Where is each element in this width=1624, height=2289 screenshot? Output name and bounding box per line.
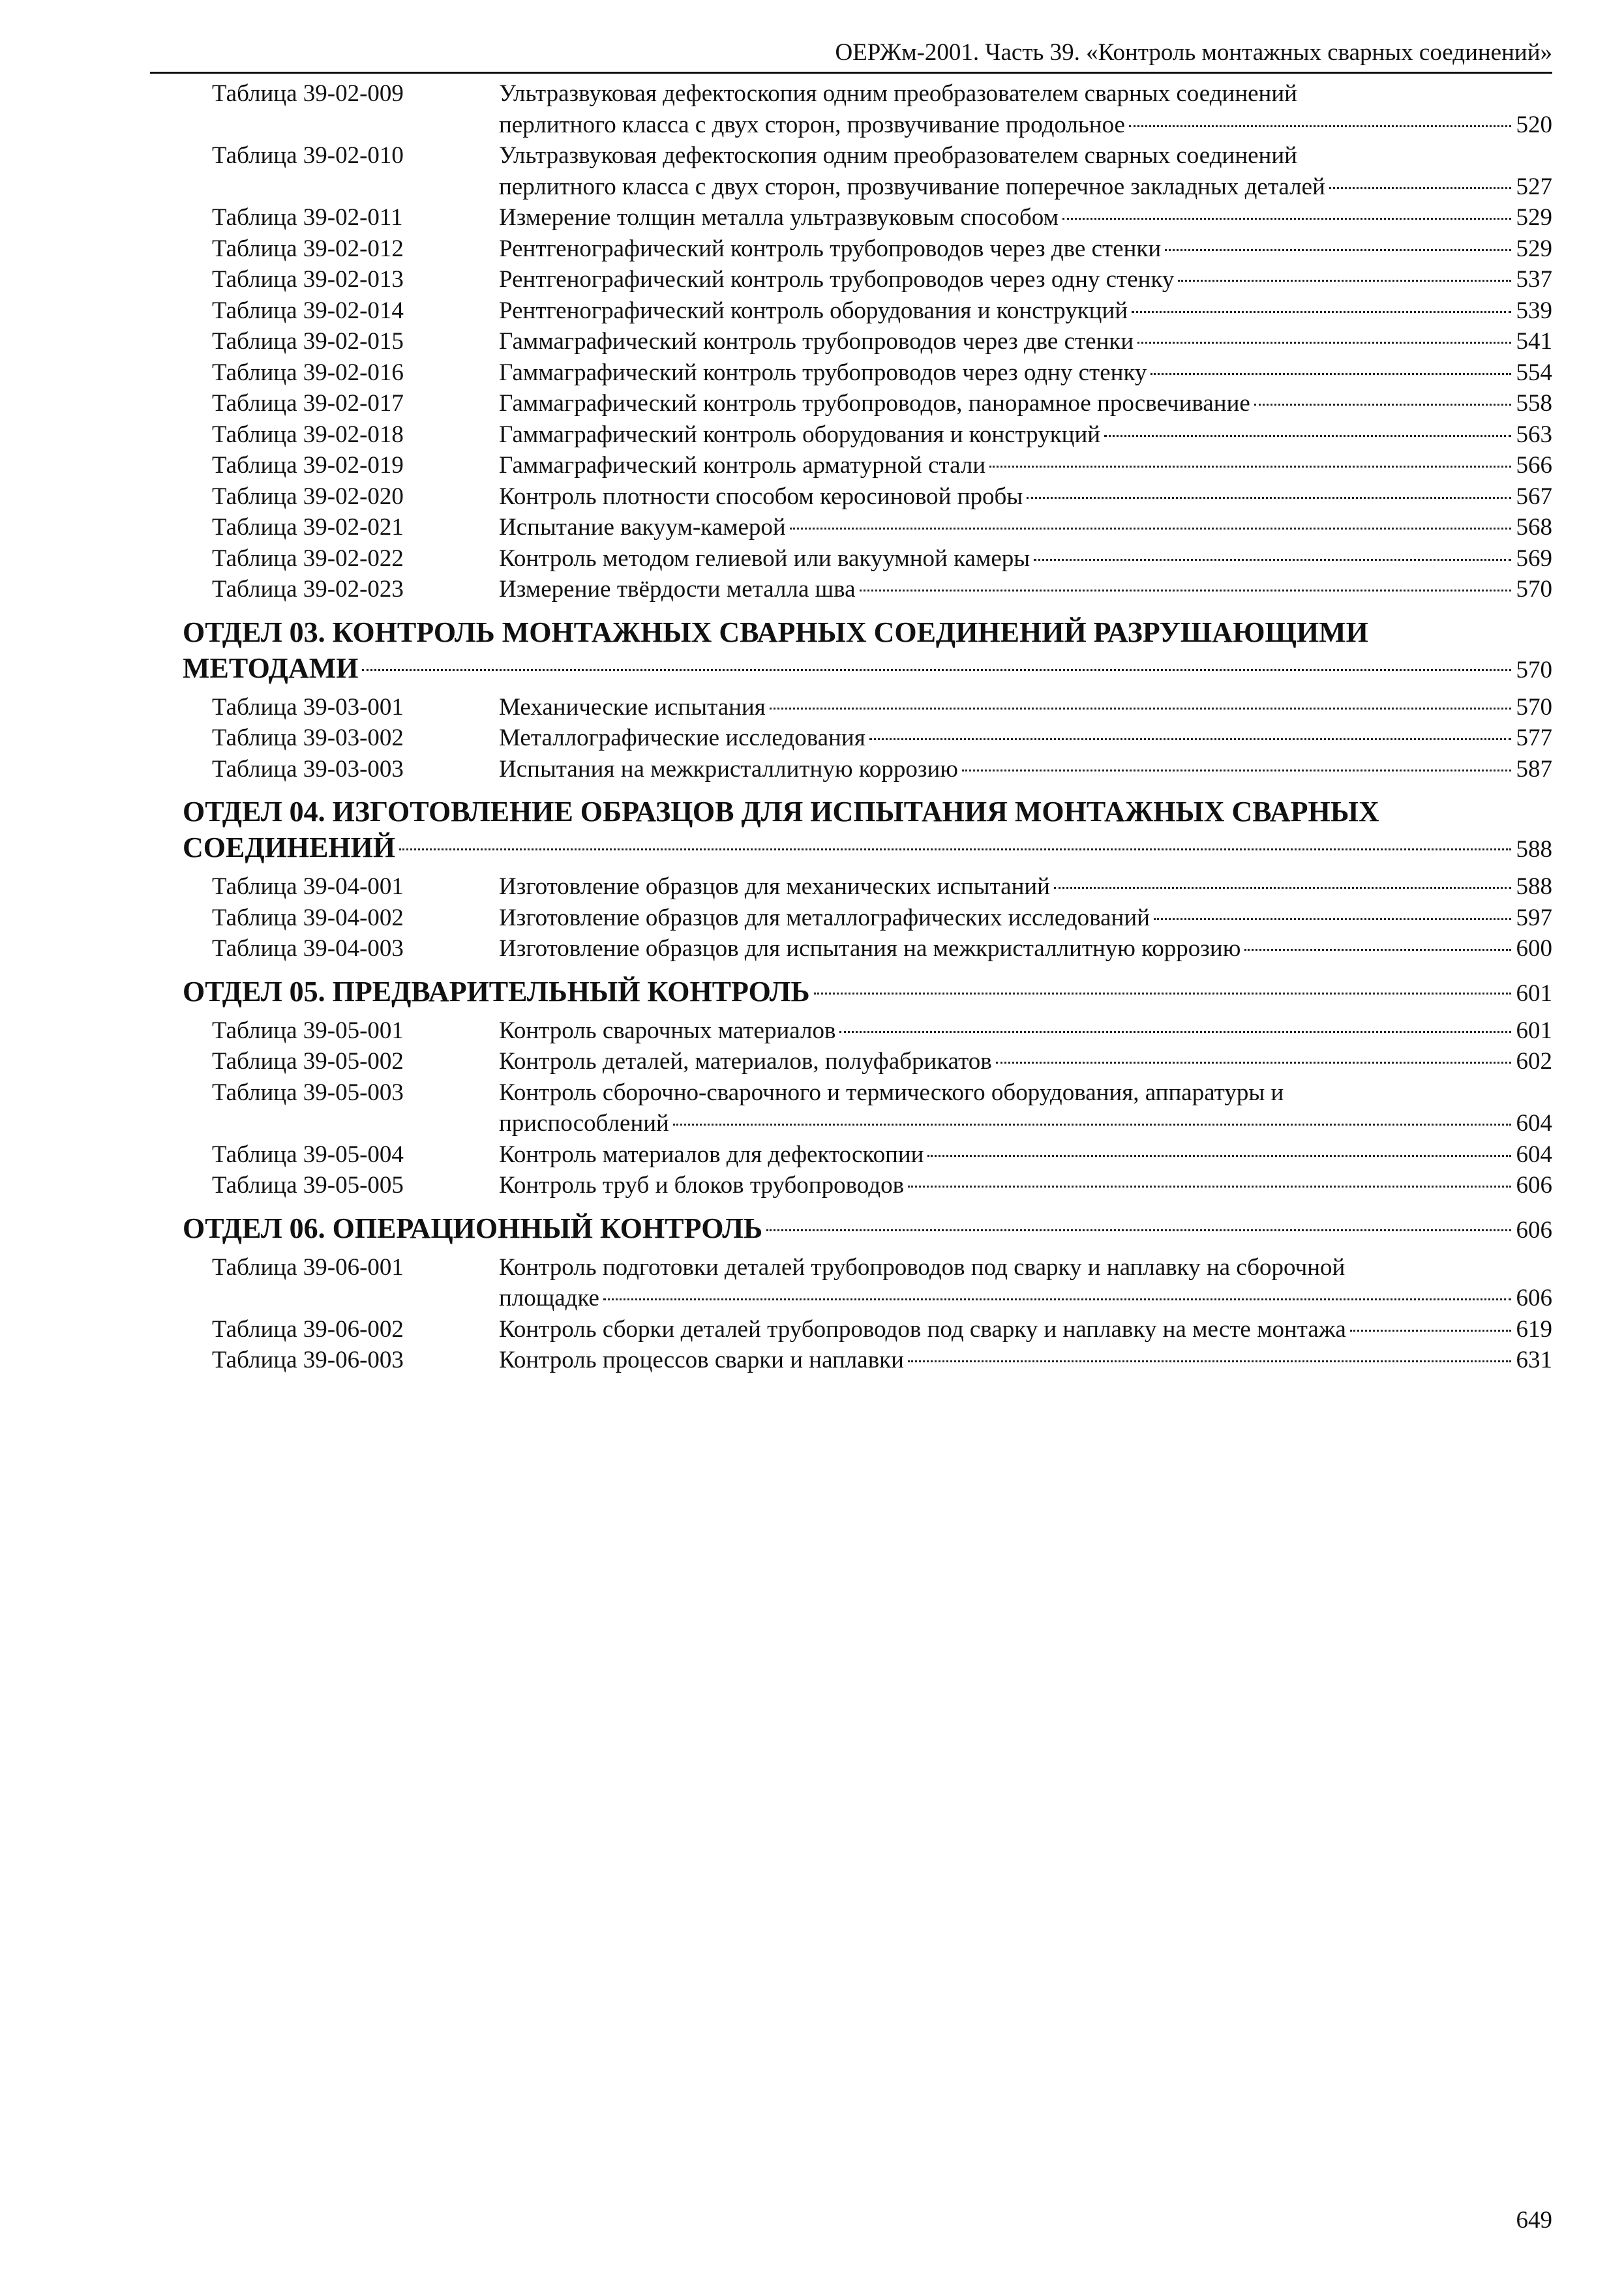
entry-page-number: 619 — [1516, 1315, 1552, 1343]
entry-description — [499, 1139, 1552, 1171]
entry-description — [499, 871, 1552, 903]
entry-title: перлитного класса с двух сторон, прозвучивание продольное — [499, 111, 1125, 138]
entry-title: Контроль методом гелиевой или вакуумной камеры — [499, 545, 1030, 572]
entry-description — [499, 388, 1552, 419]
table-code: Таблица 39-06-002 — [212, 1315, 404, 1343]
section-page-number: 588 — [1516, 836, 1552, 863]
toc-entry — [183, 512, 1552, 543]
toc-entry — [183, 1252, 1552, 1314]
entry-leader — [499, 723, 1552, 754]
table-code: Таблица 39-04-001 — [212, 873, 404, 900]
dot-leader — [908, 1186, 1511, 1188]
entry-title: Рентгенографический контроль трубопроводов через одну стенку — [499, 266, 1175, 293]
toc-entry — [183, 754, 1552, 785]
section-heading-03 — [183, 614, 1552, 688]
entry-page-number: 520 — [1516, 111, 1552, 138]
entry-title: Гаммаграфический контроль арматурной стали — [499, 452, 986, 479]
entry-title: Испытания на межкристаллитную коррозию — [499, 755, 958, 783]
entry-page-number: 554 — [1516, 359, 1552, 386]
entry-title: Испытание вакуум-камерой — [499, 514, 786, 541]
dot-leader — [927, 1155, 1511, 1157]
entry-leader — [499, 543, 1552, 575]
entry-leader — [499, 1108, 1552, 1139]
entry-title: Гаммаграфический контроль оборудования и конструкций — [499, 421, 1101, 448]
entry-description — [499, 233, 1552, 265]
entry-leader — [499, 419, 1552, 451]
dot-leader — [1054, 887, 1511, 889]
toc-entry — [183, 326, 1552, 357]
dot-leader — [908, 1360, 1511, 1362]
toc-entry — [183, 692, 1552, 723]
entry-leader — [499, 1345, 1552, 1376]
dot-leader — [1154, 918, 1511, 920]
entry-title: Изготовление образцов для металлографических исследований — [499, 904, 1150, 931]
entry-description — [499, 295, 1552, 327]
table-code: Таблица 39-02-012 — [212, 235, 404, 262]
entry-page-number: 568 — [1516, 514, 1552, 541]
toc-group-05 — [183, 1015, 1552, 1201]
entry-description — [499, 140, 1552, 202]
entry-page-number: 558 — [1516, 390, 1552, 417]
entry-page-number: 577 — [1516, 725, 1552, 751]
toc-entry — [183, 202, 1552, 233]
entry-description — [499, 481, 1552, 513]
toc-entry — [183, 78, 1552, 140]
table-code: Таблица 39-02-009 — [212, 80, 404, 107]
entry-page-number: 601 — [1516, 1017, 1552, 1044]
entry-leader — [499, 1139, 1552, 1171]
table-code: Таблица 39-02-015 — [212, 328, 404, 355]
entry-title: Контроль сборки деталей трубопроводов под сварку и наплавку на месте монтажа — [499, 1315, 1346, 1343]
dot-leader — [1034, 559, 1511, 561]
toc-entry — [183, 419, 1552, 451]
entry-title: Изготовление образцов для механических испытаний — [499, 873, 1050, 900]
dot-leader — [1350, 1330, 1511, 1332]
toc-entry — [183, 1077, 1552, 1139]
entry-leader — [499, 481, 1552, 513]
entry-description — [499, 543, 1552, 575]
dot-leader — [869, 738, 1511, 740]
entry-page-number: 570 — [1516, 576, 1552, 603]
entry-description — [499, 78, 1552, 140]
table-code: Таблица 39-02-016 — [212, 359, 404, 386]
entry-page-number: 541 — [1516, 328, 1552, 355]
entry-title: Измерение толщин металла ультразвуковым способом — [499, 204, 1059, 231]
dot-leader — [1129, 125, 1511, 127]
table-code: Таблица 39-02-022 — [212, 545, 404, 572]
section-page-number: 601 — [1516, 980, 1552, 1007]
entry-description — [499, 723, 1552, 754]
entry-leader — [499, 450, 1552, 481]
toc-entry — [183, 1015, 1552, 1047]
entry-page-number: 604 — [1516, 1141, 1552, 1168]
dot-leader — [1104, 435, 1511, 437]
dot-leader — [839, 1031, 1511, 1033]
dot-leader — [603, 1298, 1511, 1300]
entry-title: Измерение твёрдости металла шва — [499, 576, 856, 603]
table-code: Таблица 39-03-002 — [212, 725, 404, 751]
entry-title: Гаммаграфический контроль трубопроводов, панорамное просвечивание — [499, 390, 1250, 417]
entry-page-number: 587 — [1516, 755, 1552, 783]
toc-entry — [183, 357, 1552, 389]
table-code: Таблица 39-02-021 — [212, 514, 404, 541]
entry-description — [499, 450, 1552, 481]
entry-page-number: 604 — [1516, 1110, 1552, 1137]
table-code: Таблица 39-05-005 — [212, 1172, 404, 1199]
dot-leader — [399, 848, 1511, 850]
entry-leader — [499, 871, 1552, 903]
dot-leader — [1027, 497, 1511, 499]
entry-title: площадке — [499, 1285, 599, 1311]
entry-description — [499, 1170, 1552, 1201]
entry-description — [499, 1046, 1552, 1077]
toc-entry — [183, 574, 1552, 605]
dot-leader — [362, 669, 1511, 671]
entry-leader — [499, 357, 1552, 389]
entry-leader — [499, 388, 1552, 419]
dot-leader — [1254, 404, 1511, 406]
entry-leader — [499, 172, 1552, 203]
entry-leader — [499, 512, 1552, 543]
entry-description — [499, 202, 1552, 233]
entry-description — [499, 1015, 1552, 1047]
section-heading-04 — [183, 794, 1552, 867]
entry-page-number: 529 — [1516, 204, 1552, 231]
section-leader — [183, 974, 1552, 1011]
entry-page-number: 527 — [1516, 173, 1552, 200]
entry-title: Механические испытания — [499, 693, 766, 721]
dot-leader — [1165, 249, 1511, 251]
entry-leader — [499, 903, 1552, 934]
entry-title: Гаммаграфический контроль трубопроводов через две стенки — [499, 328, 1134, 355]
toc-entry — [183, 264, 1552, 295]
table-code: Таблица 39-02-011 — [212, 204, 403, 231]
entry-description — [499, 1077, 1552, 1139]
entry-page-number: 529 — [1516, 235, 1552, 262]
section-heading-06 — [183, 1210, 1552, 1248]
toc-entry — [183, 1046, 1552, 1077]
table-code: Таблица 39-04-002 — [212, 904, 404, 931]
toc-entry — [183, 1314, 1552, 1345]
entry-leader — [499, 754, 1552, 785]
table-code: Таблица 39-02-019 — [212, 452, 404, 479]
toc-group-03 — [183, 692, 1552, 785]
entry-title: Изготовление образцов для испытания на межкристаллитную коррозию — [499, 935, 1241, 962]
table-code: Таблица 39-02-023 — [212, 576, 404, 603]
section-leader — [183, 830, 1552, 867]
table-code: Таблица 39-04-003 — [212, 935, 404, 962]
entry-leader — [499, 326, 1552, 357]
entry-description — [499, 1345, 1552, 1376]
entry-page-number: 588 — [1516, 873, 1552, 900]
table-code: Таблица 39-02-017 — [212, 390, 404, 417]
entry-leader — [499, 574, 1552, 605]
entry-description — [499, 1314, 1552, 1345]
dot-leader — [673, 1124, 1511, 1126]
entry-title: Контроль плотности способом керосиновой пробы — [499, 483, 1023, 510]
dot-leader — [770, 708, 1511, 710]
entry-leader — [499, 933, 1552, 965]
table-code: Таблица 39-05-001 — [212, 1017, 404, 1044]
table-code: Таблица 39-03-001 — [212, 693, 404, 721]
entry-title: перлитного класса с двух сторон, прозвучивание поперечное закладных деталей — [499, 173, 1325, 200]
entry-leader — [499, 233, 1552, 265]
entry-description — [499, 512, 1552, 543]
toc-entry — [183, 295, 1552, 327]
dot-leader — [1132, 311, 1511, 313]
entry-title-line1: Ультразвуковая дефектоскопия одним преобразователем сварных соединений — [499, 142, 1297, 169]
table-of-contents — [183, 78, 1552, 1376]
toc-entry — [183, 723, 1552, 754]
toc-entry — [183, 871, 1552, 903]
toc-entry — [183, 543, 1552, 575]
dot-leader — [996, 1062, 1511, 1064]
entry-leader — [499, 202, 1552, 233]
entry-page-number: 539 — [1516, 297, 1552, 324]
entry-description — [499, 692, 1552, 723]
table-code: Таблица 39-03-003 — [212, 755, 404, 783]
section-title: ОТДЕЛ 06. ОПЕРАЦИОННЫЙ КОНТРОЛЬ — [183, 1212, 763, 1244]
dot-leader — [989, 466, 1511, 468]
dot-leader — [1244, 949, 1511, 951]
toc-group-06 — [183, 1252, 1552, 1376]
toc-entry — [183, 388, 1552, 419]
dot-leader — [790, 528, 1511, 530]
entry-title: Рентгенографический контроль оборудования и конструкций — [499, 297, 1128, 324]
entry-leader — [499, 1283, 1552, 1314]
section-heading-05 — [183, 974, 1552, 1011]
entry-title: Гаммаграфический контроль трубопроводов через одну стенку — [499, 359, 1147, 386]
table-code: Таблица 39-02-013 — [212, 266, 404, 293]
section-title: ОТДЕЛ 05. ПРЕДВАРИТЕЛЬНЫЙ КОНТРОЛЬ — [183, 975, 810, 1008]
entry-page-number: 606 — [1516, 1285, 1552, 1311]
section-title-line1: ОТДЕЛ 03. КОНТРОЛЬ МОНТАЖНЫХ СВАРНЫХ СОЕДИНЕНИЙ РАЗРУШАЮЩИМИ — [183, 616, 1368, 648]
dot-leader — [1329, 187, 1511, 189]
dot-leader — [1137, 342, 1511, 344]
table-code: Таблица 39-06-003 — [212, 1347, 404, 1373]
entry-page-number: 570 — [1516, 693, 1552, 721]
entry-title-line1: Контроль подготовки деталей трубопроводов под сварку и наплавку на сборочной — [499, 1253, 1346, 1281]
section-title-line1: ОТДЕЛ 04. ИЗГОТОВЛЕНИЕ ОБРАЗЦОВ ДЛЯ ИСПЫТАНИЯ МОНТАЖНЫХ СВАРНЫХ — [183, 796, 1379, 828]
entry-leader — [499, 692, 1552, 723]
entry-page-number: 631 — [1516, 1347, 1552, 1373]
section-page-number: 570 — [1516, 656, 1552, 683]
toc-group-02 — [183, 78, 1552, 605]
toc-entry — [183, 933, 1552, 965]
entry-title: приспособлений — [499, 1110, 669, 1137]
section-leader — [183, 650, 1552, 688]
section-leader — [183, 1210, 1552, 1248]
entry-title: Контроль материалов для дефектоскопии — [499, 1141, 924, 1168]
toc-entry — [183, 1170, 1552, 1201]
entry-title: Рентгенографический контроль трубопроводов через две стенки — [499, 235, 1162, 262]
entry-page-number: 600 — [1516, 935, 1552, 962]
dot-leader — [1062, 218, 1511, 220]
entry-page-number: 606 — [1516, 1172, 1552, 1199]
table-code: Таблица 39-05-004 — [212, 1141, 404, 1168]
entry-leader — [499, 1015, 1552, 1047]
table-code: Таблица 39-02-010 — [212, 142, 404, 169]
entry-title: Металлографические исследования — [499, 725, 865, 751]
entry-leader — [499, 264, 1552, 295]
entry-title-line1: Контроль сборочно-сварочного и термического оборудования, аппаратуры и — [499, 1079, 1284, 1106]
dot-leader — [814, 993, 1511, 995]
toc-entry — [183, 140, 1552, 202]
dot-leader — [1178, 280, 1511, 282]
entry-leader — [499, 1170, 1552, 1201]
running-header: ОЕРЖм-2001. Часть 39. «Контроль монтажных сварных соединений» — [150, 37, 1552, 74]
entry-title: Контроль труб и блоков трубопроводов — [499, 1172, 905, 1199]
toc-group-04 — [183, 871, 1552, 965]
entry-page-number: 537 — [1516, 266, 1552, 293]
table-code: Таблица 39-02-020 — [212, 483, 404, 510]
entry-leader — [499, 110, 1552, 141]
section-title-line2: СОЕДИНЕНИЙ — [183, 831, 396, 863]
table-code: Таблица 39-02-014 — [212, 297, 404, 324]
entry-description — [499, 326, 1552, 357]
dot-leader — [962, 770, 1511, 771]
entry-description — [499, 1252, 1552, 1314]
toc-entry — [183, 233, 1552, 265]
page-number: 649 — [1516, 2207, 1552, 2234]
entry-title-line1: Ультразвуковая дефектоскопия одним преобразователем сварных соединений — [499, 80, 1297, 107]
entry-description — [499, 419, 1552, 451]
dot-leader — [1150, 373, 1511, 375]
table-code: Таблица 39-06-001 — [212, 1253, 404, 1281]
toc-entry — [183, 1345, 1552, 1376]
entry-description — [499, 357, 1552, 389]
entry-description — [499, 264, 1552, 295]
entry-leader — [499, 295, 1552, 327]
toc-entry — [183, 1139, 1552, 1171]
entry-page-number: 563 — [1516, 421, 1552, 448]
entry-page-number: 597 — [1516, 904, 1552, 931]
entry-leader — [499, 1046, 1552, 1077]
table-code: Таблица 39-05-003 — [212, 1079, 404, 1106]
section-title-line2: МЕТОДАМИ — [183, 651, 359, 684]
entry-description — [499, 754, 1552, 785]
entry-page-number: 569 — [1516, 545, 1552, 572]
entry-leader — [499, 1314, 1552, 1345]
entry-title: Контроль процессов сварки и наплавки — [499, 1347, 904, 1373]
dot-leader — [860, 590, 1511, 591]
entry-description — [499, 903, 1552, 934]
entry-page-number: 602 — [1516, 1048, 1552, 1075]
entry-title: Контроль сварочных материалов — [499, 1017, 836, 1044]
entry-description — [499, 933, 1552, 965]
entry-title: Контроль деталей, материалов, полуфабрикатов — [499, 1048, 992, 1075]
toc-entry — [183, 481, 1552, 513]
entry-page-number: 566 — [1516, 452, 1552, 479]
toc-entry — [183, 450, 1552, 481]
section-page-number: 606 — [1516, 1216, 1552, 1244]
toc-entry — [183, 903, 1552, 934]
entry-description — [499, 574, 1552, 605]
dot-leader — [766, 1229, 1511, 1231]
table-code: Таблица 39-02-018 — [212, 421, 404, 448]
table-code: Таблица 39-05-002 — [212, 1048, 404, 1075]
entry-page-number: 567 — [1516, 483, 1552, 510]
